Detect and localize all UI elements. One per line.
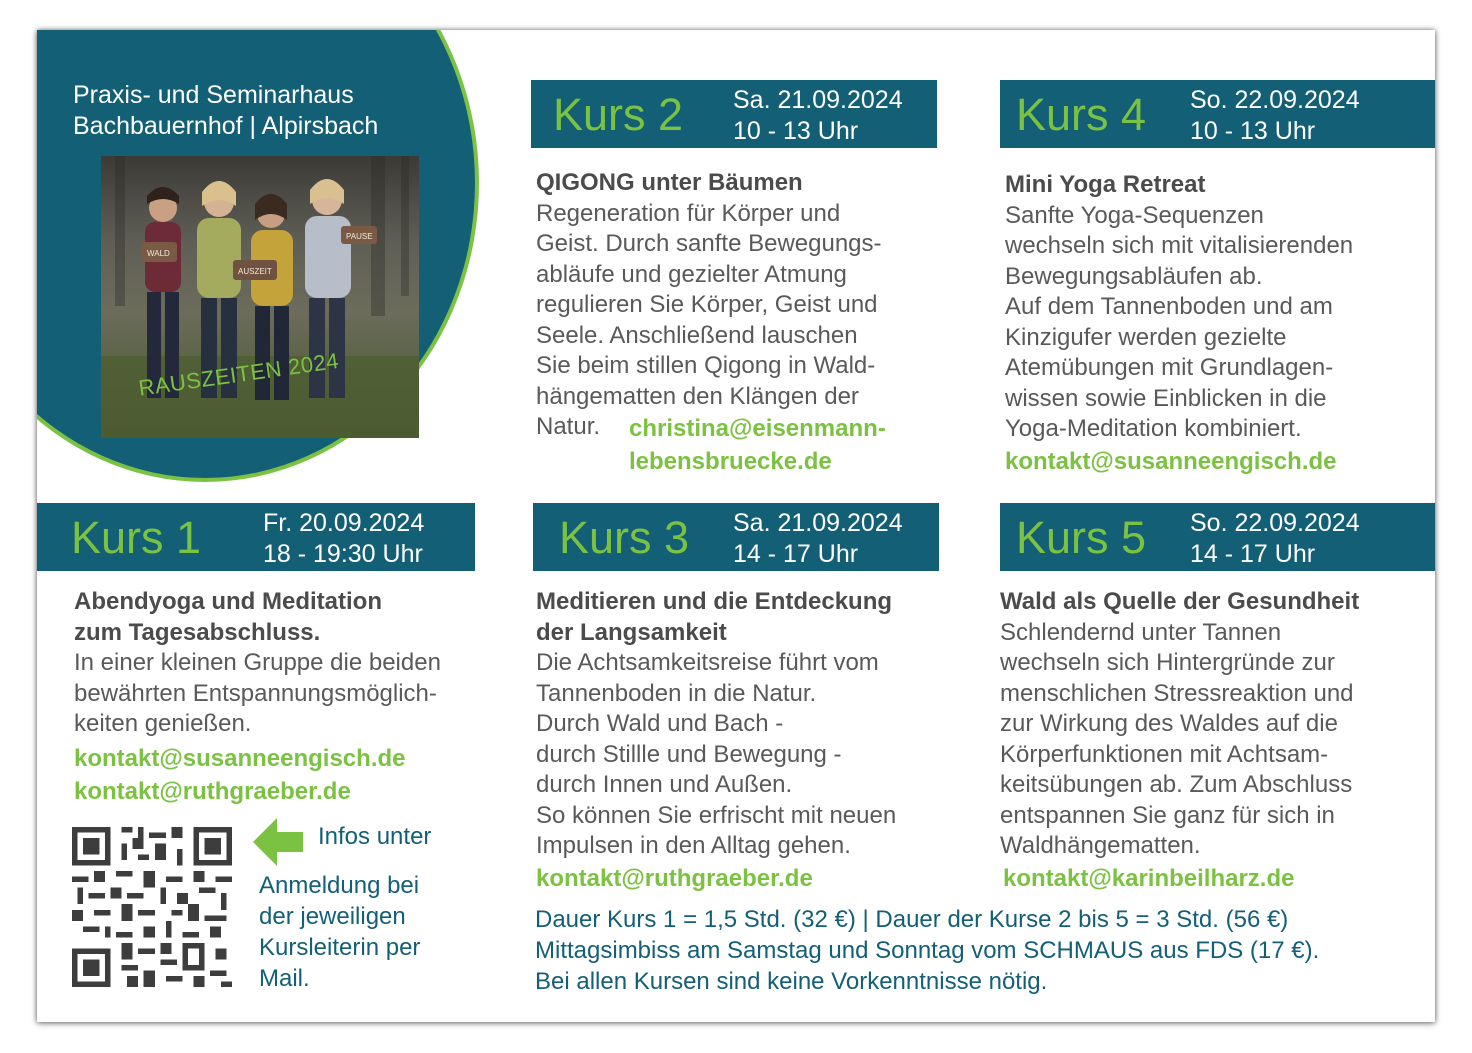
kurs-3-label: Kurs 3 — [559, 512, 690, 563]
anmeldung-text: Anmeldung bei der jeweiligen Kursleiterin per Mail. — [259, 872, 421, 992]
kurs-3-email[interactable]: kontakt@ruthgraeber.de — [536, 864, 813, 892]
infos-label: Infos unter — [318, 823, 432, 850]
kurs-5-text: Schlendernd unter Tannen wechseln sich Hintergründe zur menschlichen Stressreaktion und zur Wirkung des Waldes auf die Körperfunktionen mit Achtsam- keitsübungen ab. Zum Abschluss entspannen Sie ganz für sich in Waldhängematten. — [1000, 618, 1354, 859]
kurs-1-text: In einer kleinen Gruppe die beiden bewährten Entspannungsmöglich- keiten genießen. — [74, 649, 441, 737]
kurs-1-time: 18 - 19:30 Uhr — [263, 540, 423, 568]
venue-line-1: Praxis- und Seminarhaus — [73, 81, 354, 109]
kurs-2-email-line-2[interactable]: lebensbruecke.de — [629, 448, 832, 475]
venue-line-2: Bachbauernhof | Alpirsbach — [73, 112, 379, 140]
sign-label-1: WALD — [147, 249, 170, 258]
kurs-4-label: Kurs 4 — [1016, 89, 1147, 140]
kurs-4-title: Mini Yoga Retreat — [1005, 171, 1206, 198]
kurs-5-body — [1000, 587, 1430, 895]
kurs-2-email-line-1[interactable]: christina@eisenmann- — [629, 415, 886, 442]
footer-line-1: Dauer Kurs 1 = 1,5 Std. (32 €) | Dauer der Kurse 2 bis 5 = 3 Std. (56 €) — [535, 906, 1289, 933]
qr-code-icon[interactable] — [72, 827, 232, 987]
venue-title — [73, 80, 378, 142]
photo-caption: RAUSZEITEN 2024 — [137, 347, 341, 401]
kurs-1-label: Kurs 1 — [71, 512, 202, 563]
kurs-3-date: Sa. 21.09.2024 — [733, 509, 903, 537]
kurs-3-text: Die Achtsamkeitsreise führt vom Tannenboden in die Natur. Durch Wald und Bach - durch Stillle und Bewegung - durch Innen und Außen. So können Sie erfrischt mit neuen Impulsen in den Alltag gehen. — [536, 649, 897, 859]
footer-info — [535, 904, 1319, 997]
kurs-2-time: 10 - 13 Uhr — [733, 117, 859, 145]
kurs-1-title: Abendyoga und Meditation zum Tagesabschluss. — [74, 588, 382, 646]
kurs-1-email-2[interactable]: kontakt@ruthgraeber.de — [74, 777, 351, 805]
kurs-2-text-last: Natur. — [536, 413, 601, 440]
arrow-left-icon — [251, 816, 305, 868]
kurs-5-date: So. 22.09.2024 — [1190, 509, 1360, 537]
kurs-2-title: QIGONG unter Bäumen — [536, 169, 803, 196]
kurs-4-email[interactable]: kontakt@susanneengisch.de — [1005, 447, 1337, 475]
kurs-2-header — [531, 80, 937, 148]
kurs-3-time: 14 - 17 Uhr — [733, 540, 859, 568]
kurs-3-header — [533, 503, 939, 571]
kurs-4-date: So. 22.09.2024 — [1190, 86, 1360, 114]
kurs-2-body — [536, 168, 936, 476]
flyer-card — [37, 30, 1435, 1022]
kurs-2-text: Regeneration für Körper und Geist. Durch sanfte Bewegungs- abläufe und gezielter Atmung regulieren Sie Körper, Geist und Seele. Anschließend lauschen Sie beim stillen Qigong in Wald- hängematten den Klängen der — [536, 199, 882, 410]
kurs-5-header — [1000, 503, 1435, 571]
group-photo — [101, 156, 419, 438]
kurs-5-title: Wald als Quelle der Gesundheit — [1000, 588, 1360, 615]
kurs-4-body — [1005, 170, 1425, 478]
kurs-1-date: Fr. 20.09.2024 — [263, 509, 425, 537]
kurs-4-header — [1000, 80, 1435, 148]
kurs-2-date: Sa. 21.09.2024 — [733, 86, 903, 114]
kurs-1-header — [37, 503, 475, 571]
sign-label-2: AUSZEIT — [238, 267, 272, 276]
kurs-2-label: Kurs 2 — [553, 89, 684, 140]
kurs-5-time: 14 - 17 Uhr — [1190, 540, 1316, 568]
kurs-5-label: Kurs 5 — [1016, 512, 1147, 563]
kurs-5-email[interactable]: kontakt@karinbeilharz.de — [1003, 864, 1295, 892]
kurs-1-email-1[interactable]: kontakt@susanneengisch.de — [74, 744, 406, 772]
sign-label-3: PAUSE — [346, 232, 373, 241]
footer-line-3: Bei allen Kursen sind keine Vorkenntnisse nötig. — [535, 968, 1048, 995]
kurs-4-time: 10 - 13 Uhr — [1190, 117, 1316, 145]
kurs-3-title: Meditieren und die Entdeckung der Langsamkeit — [536, 588, 893, 646]
kurs-3-body — [536, 587, 946, 895]
kurs-4-text: Sanfte Yoga-Sequenzen wechseln sich mit vitalisierenden Bewegungsabläufen ab. Auf dem Tannenboden und am Kinzigufer werden gezielte Atemübungen mit Grundlagen- wissen sowie Einblicken in die Yoga-Meditation kombiniert. — [1005, 201, 1354, 442]
kurs-1-body — [74, 587, 494, 808]
footer-line-2: Mittagsimbiss am Samstag und Sonntag vom SCHMAUS aus FDS (17 €). — [535, 937, 1320, 964]
